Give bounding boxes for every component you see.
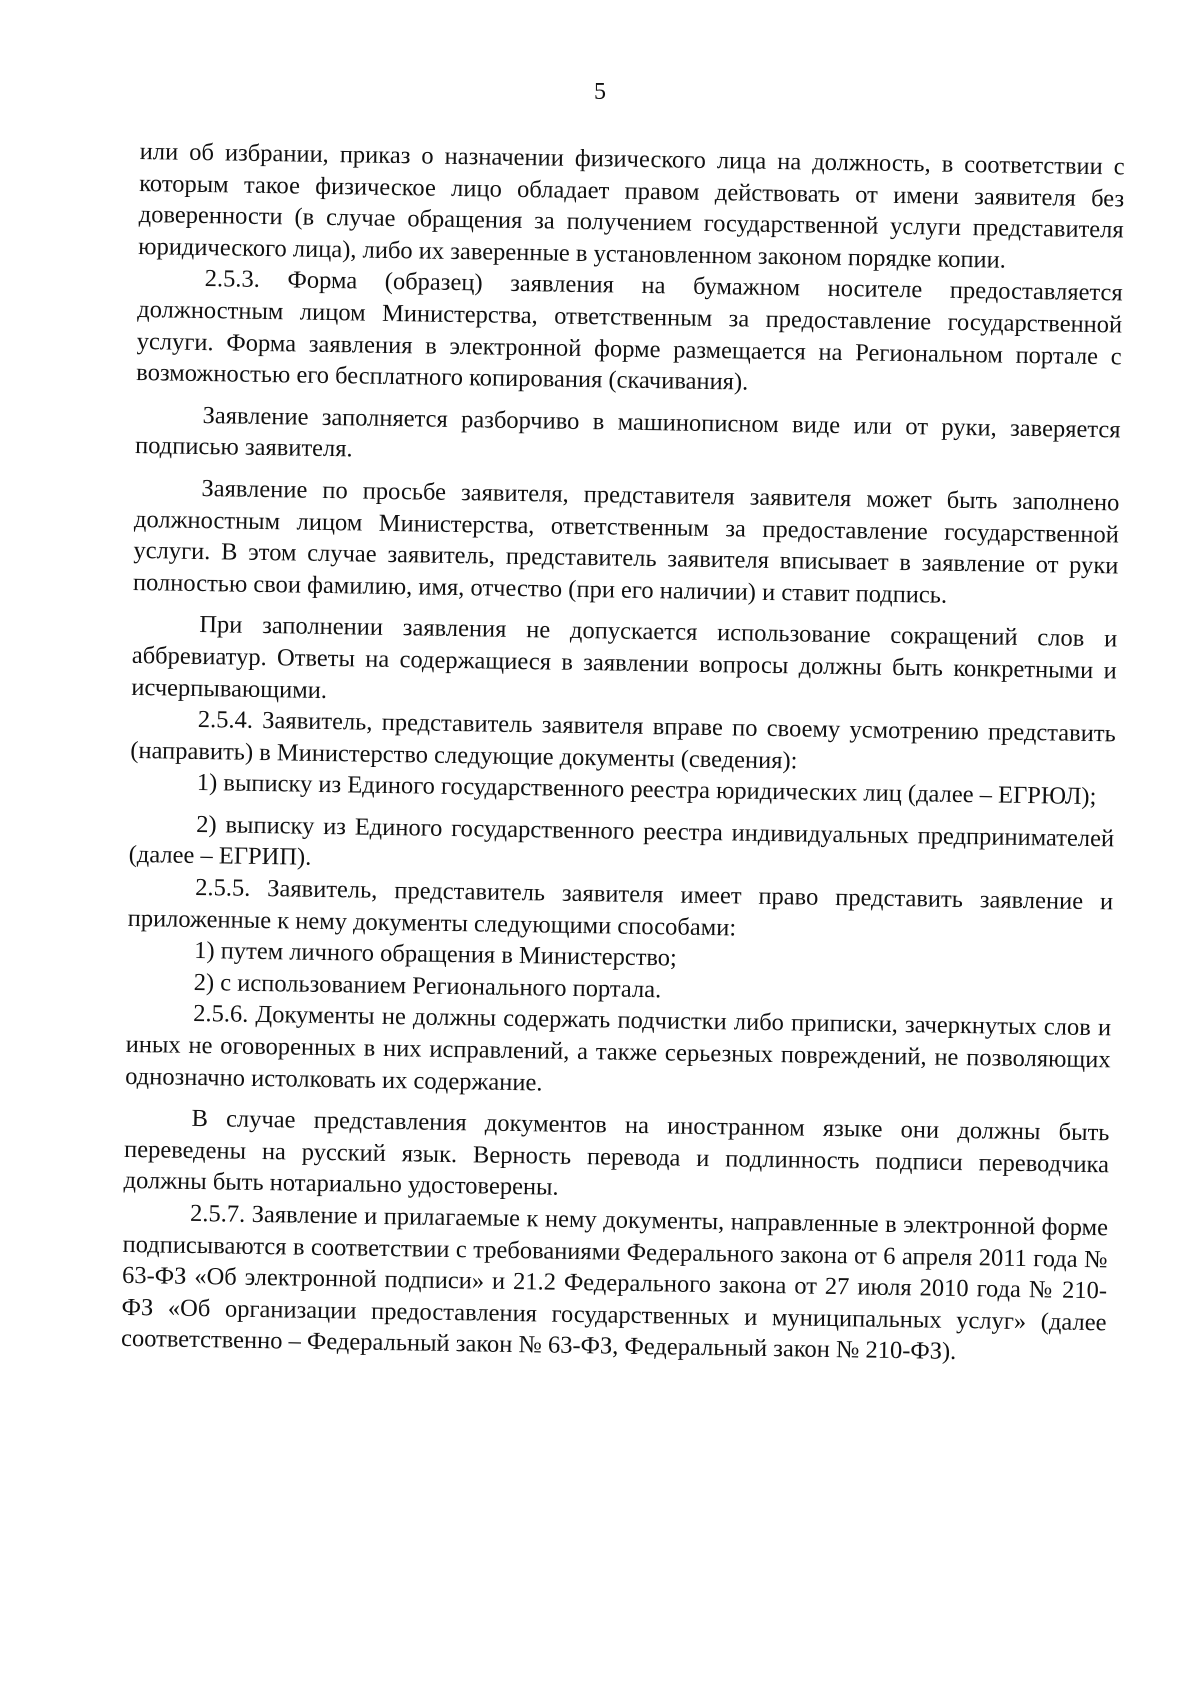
paragraph-continuation: или об избрании, приказ о назначении физического лица на должность, в соответствии с которым такое физическое лицо обладает правом действовать от имени заявителя без доверенности (в случае обращения за получением государственной услуги представителя юридического лица), либо их заверенные в установленном законом порядке копии. bbox=[138, 137, 1125, 274]
paragraph-filled-by-official: Заявление по просьбе заявителя, представителя заявителя может быть заполнено должностным лицом Министерства, ответственным за предоставление государственной услуги. В этом случае заявитель, представитель заявителя вписывает в заявление от руки полностью свои фамилию, имя, отчество (при его наличии) и ставит подпись. bbox=[132, 474, 1120, 609]
document-body bbox=[121, 136, 1125, 1370]
list-item-regional-portal: 2) с использованием Регионального портала. bbox=[193, 968, 662, 1004]
paragraph-filling-method: Заявление заполняется разборчиво в машинописном виде или от руки, заверяется подписью заявителя. bbox=[134, 401, 1121, 463]
paragraph-2-5-7: 2.5.7. Заявление и прилагаемые к нему документы, направленные в электронной форме подписываются в соответствии с требованиями Федерального закона от 6 апреля 2011 года № 63-ФЗ «Об электронной подписи» и 21.2 Федерального закона от 27 июля 2010 года № 210-ФЗ «Об организации предоставления государственных и муниципальных услуг» (далее соответственно – Федеральный закон № 63-ФЗ, Федеральный закон № 210-ФЗ). bbox=[120, 1199, 1109, 1366]
paragraph-2-5-6: 2.5.6. Документы не должны содержать подчистки либо приписки, зачеркнутых слов и иных не оговоренных в них исправлений, а также серьезных повреждений, не позволяющих однозначно истолковать их содержание. bbox=[125, 1000, 1112, 1097]
page-number: 5 bbox=[594, 79, 606, 105]
list-item-egrip: 2) выписку из Единого государственного реестра индивидуальных предпринимателей (далее – ЕГРИП). bbox=[128, 810, 1115, 872]
paragraph-no-abbreviations: При заполнении заявления не допускается использование сокращений слов и аббревиатур. Ответы на содержащиеся в заявлении вопросы должны быть конкретными и исчерпывающими. bbox=[131, 611, 1118, 704]
list-item-egrul: 1) выписку из Единого государственного реестра юридических лиц (далее – ЕГРЮЛ); bbox=[196, 769, 1097, 811]
paragraph-2-5-5: 2.5.5. Заявитель, представитель заявителя имеет право представить заявление и приложенные к нему документы следующими способами: bbox=[127, 874, 1114, 942]
paragraph-2-5-3: 2.5.3. Форма (образец) заявления на бумажном носителе предоставляется должностным лицом Министерства, ответственным за предоставление государственной услуги. Форма заявления в электронной форме размещается на Региональном портале с возможностью его бесплатного копирования (скачивания). bbox=[136, 265, 1123, 396]
paragraph-2-5-4: 2.5.4. Заявитель, представитель заявителя вправе по своему усмотрению представить (направить) в Министерство следующие документы (сведения): bbox=[130, 706, 1116, 775]
paragraph-foreign-language: В случае представления документов на иностранном языке они должны быть переведены на русский язык. Верность перевода и подлинность подписи переводчика должны быть нотариально удостоверены. bbox=[123, 1105, 1110, 1202]
list-item-personal-visit: 1) путем личного обращения в Министерство; bbox=[193, 937, 678, 972]
